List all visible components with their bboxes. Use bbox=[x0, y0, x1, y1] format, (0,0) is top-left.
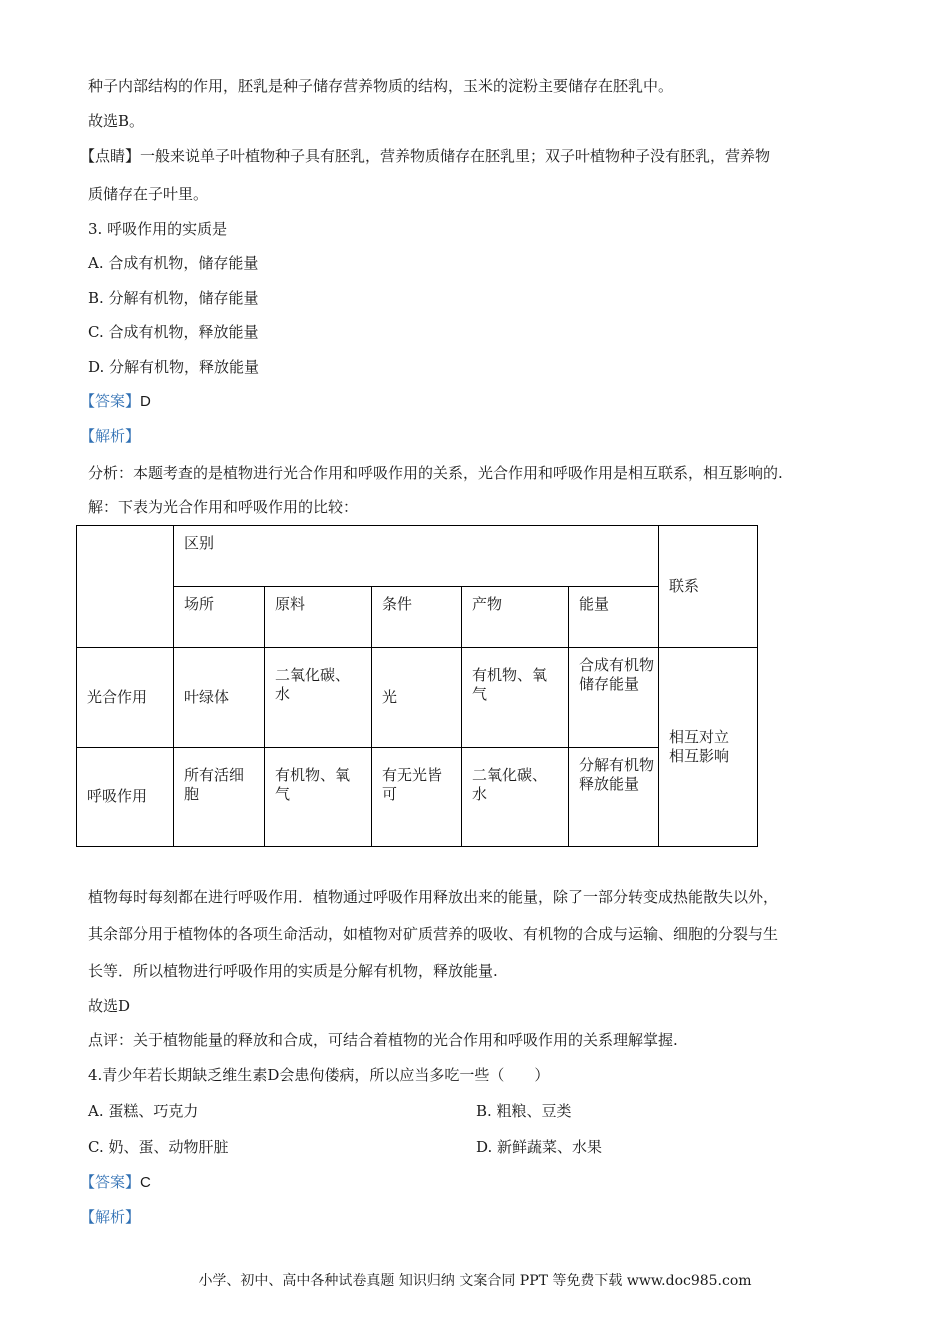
table-corner-cell bbox=[77, 526, 174, 648]
analysis-text: 分析：本题考查的是植物进行光合作用和呼吸作用的关系，光合作用和呼吸作用是相互联系，相互影响的. bbox=[88, 464, 783, 482]
table-header-cell: 产物 bbox=[462, 587, 569, 648]
relation-cell: 相互对立 相互影响 bbox=[659, 648, 758, 847]
comparison-table bbox=[76, 525, 758, 847]
option-a: A. 合成有机物，储存能量 bbox=[88, 254, 259, 272]
material-cell: 二氧化碳、水 bbox=[265, 648, 372, 747]
text-line: 植物每时每刻都在进行呼吸作用．植物通过呼吸作用释放出来的能量，除了一部分转变成热能散失以外， bbox=[88, 888, 779, 906]
option-d: D. 分解有机物，释放能量 bbox=[88, 358, 260, 376]
answer-tag: 【答案】 bbox=[80, 1173, 141, 1191]
analysis-tag: 【解析】 bbox=[80, 1208, 141, 1226]
analysis-text: 解：下表为光合作用和呼吸作用的比较： bbox=[88, 498, 359, 516]
energy-cell: 合成有机物 储存能量 bbox=[569, 648, 659, 747]
table-group-header: 区别 bbox=[174, 526, 659, 587]
tip-tag: 【点睛】 bbox=[80, 147, 141, 165]
option-b: B. 粗粮、豆类 bbox=[476, 1102, 572, 1120]
text-line: 点评：关于植物能量的释放和合成，可结合着植物的光合作用和呼吸作用的关系理解掌握. bbox=[88, 1031, 678, 1049]
table-header-cell: 能量 bbox=[569, 587, 659, 648]
answer-line bbox=[80, 1172, 151, 1193]
answer-tag: 【答案】 bbox=[80, 392, 141, 410]
table-header-cell: 原料 bbox=[265, 587, 372, 648]
text-line bbox=[80, 146, 770, 166]
question-stem: 3. 呼吸作用的实质是 bbox=[88, 220, 228, 238]
question-stem: 4.青少年若长期缺乏维生素D会患佝偻病，所以应当多吃一些（ ） bbox=[88, 1066, 550, 1084]
option-b: B. 分解有机物，储存能量 bbox=[88, 289, 259, 307]
text-line: 故选B。 bbox=[88, 112, 145, 130]
text-line: 质储存在子叶里。 bbox=[88, 185, 209, 203]
text-line: 其余部分用于植物体的各项生命活动，如植物对矿质营养的吸收、有机物的合成与运输、细胞的分裂与生 bbox=[88, 925, 779, 943]
material-cell: 有机物、氧气 bbox=[265, 747, 372, 846]
answer-value: D bbox=[140, 393, 151, 410]
answer-line bbox=[80, 391, 151, 412]
answer-value: C bbox=[140, 1174, 151, 1191]
page-footer[interactable]: 小学、初中、高中各种试卷真题 知识归纳 文案合同 PPT 等免费下载 www.doc985.com bbox=[198, 1273, 752, 1289]
product-cell: 有机物、氧气 bbox=[462, 648, 569, 747]
table-relation-header: 联系 bbox=[659, 526, 758, 648]
analysis-tag: 【解析】 bbox=[80, 427, 141, 445]
option-c: C. 奶、蛋、动物肝脏 bbox=[88, 1138, 229, 1156]
table-row bbox=[77, 648, 758, 747]
energy-cell: 分解有机物 释放能量 bbox=[569, 747, 659, 846]
row-name-cell: 呼吸作用 bbox=[77, 747, 174, 846]
option-c: C. 合成有机物，释放能量 bbox=[88, 323, 259, 341]
row-name-cell: 光合作用 bbox=[77, 648, 174, 747]
tip-text: 一般来说单子叶植物种子具有胚乳，营养物质储存在胚乳里；双子叶植物种子没有胚乳，营养物 bbox=[140, 147, 771, 165]
product-cell: 二氧化碳、水 bbox=[462, 747, 569, 846]
table-header-cell: 场所 bbox=[174, 587, 265, 648]
place-cell: 所有活细胞 bbox=[174, 747, 265, 846]
text-line: 故选D bbox=[88, 997, 131, 1015]
table-header-cell: 条件 bbox=[372, 587, 462, 648]
condition-cell: 有无光皆可 bbox=[372, 747, 462, 846]
table-row bbox=[77, 747, 758, 846]
text-line: 种子内部结构的作用，胚乳是种子储存营养物质的结构，玉米的淀粉主要储存在胚乳中。 bbox=[88, 77, 674, 95]
option-a: A. 蛋糕、巧克力 bbox=[88, 1102, 199, 1120]
place-cell: 叶绿体 bbox=[174, 648, 265, 747]
option-d: D. 新鲜蔬菜、水果 bbox=[476, 1138, 603, 1156]
text-line: 长等．所以植物进行呼吸作用的实质是分解有机物，释放能量. bbox=[88, 962, 498, 980]
condition-cell: 光 bbox=[372, 648, 462, 747]
